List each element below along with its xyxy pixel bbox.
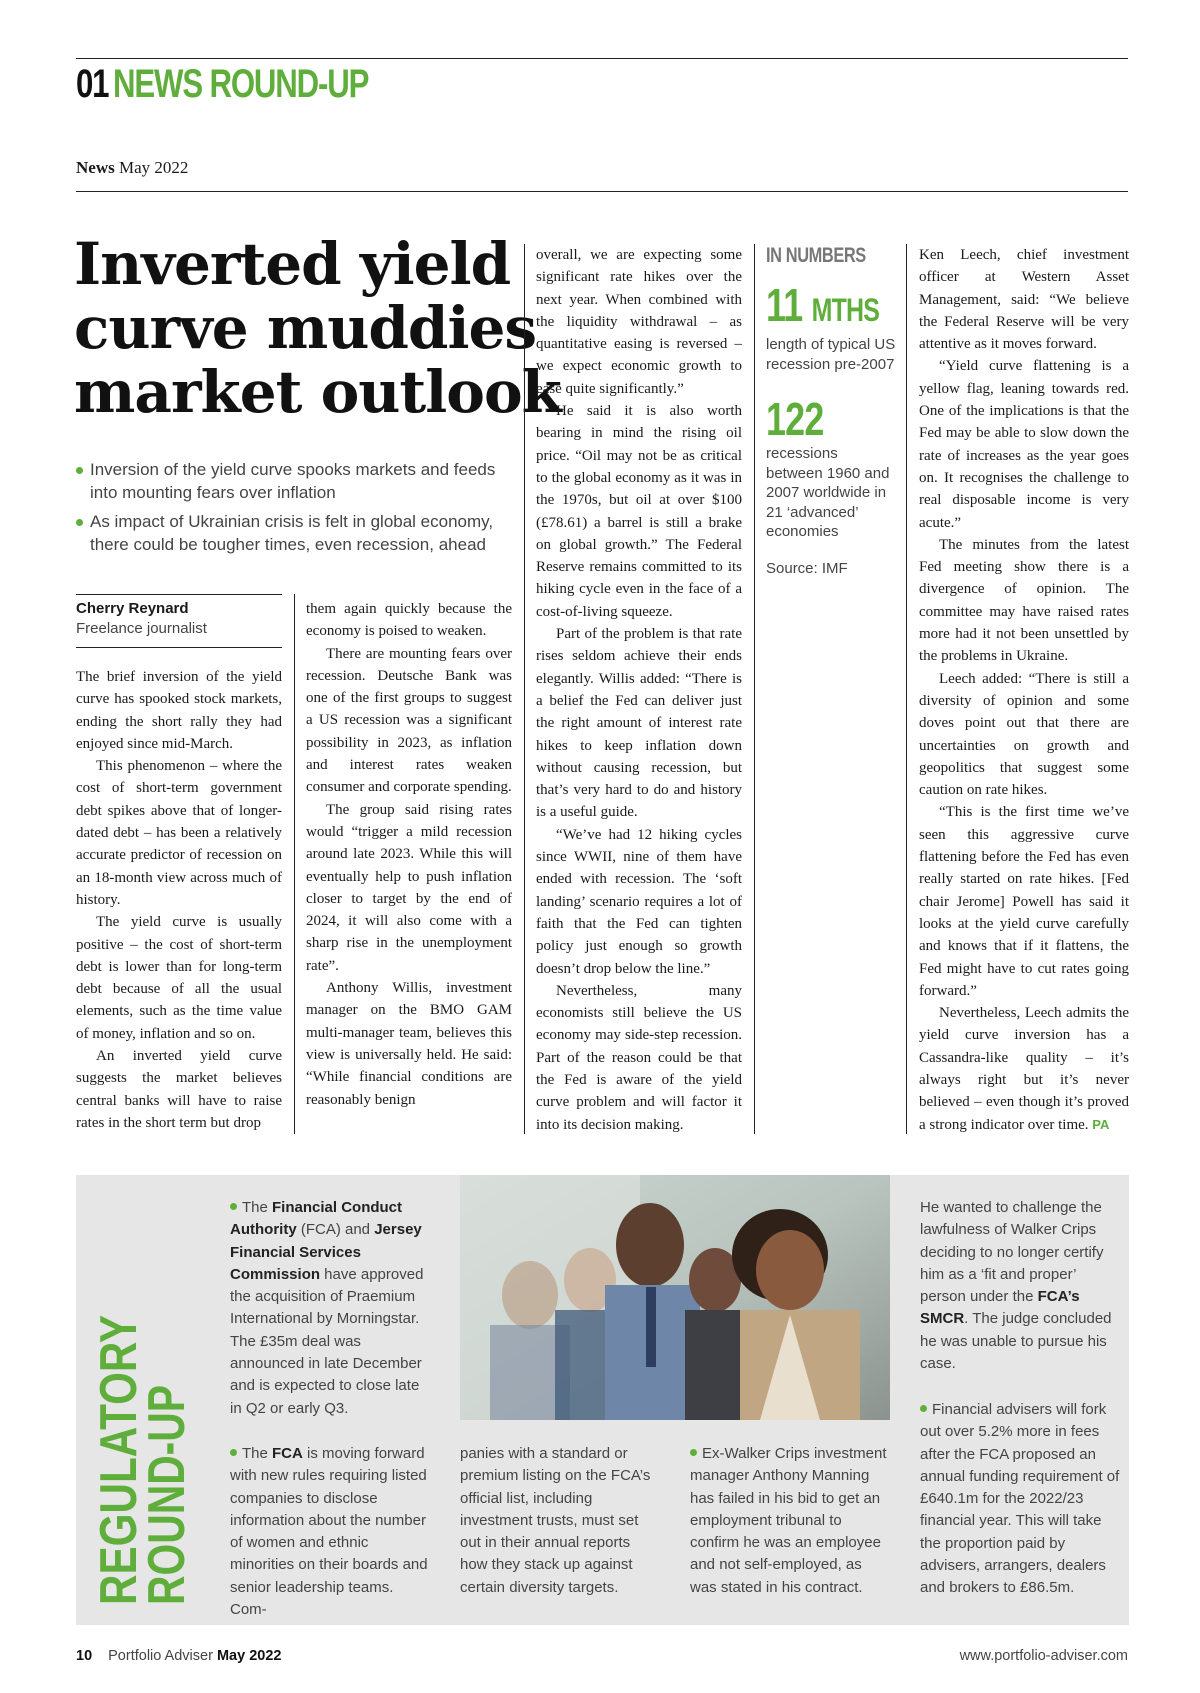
reg-item	[230, 1197, 430, 1420]
kicker-rule	[76, 191, 1128, 192]
in-numbers-box	[766, 244, 898, 577]
headline-line: curve muddies	[74, 294, 537, 362]
paragraph: An inverted yield curve suggests the market believes central banks will have to raise rates in the short term but drop	[76, 1048, 282, 1131]
reg-text: is moving forward with new rules requiring listed companies to disclose information about the number of women and ethnic minorities on their boards and senior leadership teams. Com-	[230, 1445, 428, 1619]
headline-line: market outlook	[74, 358, 561, 426]
standfirst-bullets	[76, 458, 516, 562]
issue-date: May 2022	[216, 1648, 282, 1664]
article-column-1	[76, 666, 282, 1134]
stat-description: length of typical US recession pre-2007	[766, 336, 896, 373]
bullet-dot	[690, 1449, 697, 1456]
paragraph: The minutes from the latest Fed meeting show there is a divergence of opinion. The committee may have raised rates more had it not been unsettled by the problems in Ukraine.	[919, 536, 1129, 665]
paragraph: This phenomenon – where the cost of short-term government debt spikes above that of longer-dated debt – has been a relatively accurate predictor of recession on an 18-month view across much of history.	[76, 758, 282, 908]
reg-bold: Jersey Financial Services Commission	[230, 1221, 422, 1283]
meeting-audience-photo	[460, 1175, 890, 1420]
reg-text: The	[242, 1445, 273, 1462]
section-title: NEWS ROUND-UP	[113, 62, 369, 106]
bullet-dot	[230, 1203, 237, 1210]
reg-text: Ex-Walker Crips investment manager Anthony Manning has failed in his bid to get an employment tribunal to confirm he was an employee and not self-employed, as was stated in his contract.	[690, 1445, 887, 1596]
column-divider	[754, 244, 755, 1134]
reg-item	[690, 1443, 890, 1599]
reg-text: (FCA) and	[296, 1221, 375, 1239]
reg-item-continued: panies with a standard or premium listing on the FCA’s official list, including investment trusts, must set out in their annual reports how they stack up against certain diversity targets.	[460, 1445, 651, 1596]
paragraph	[919, 1002, 1129, 1136]
headline	[74, 230, 561, 426]
kicker	[76, 158, 188, 178]
paragraph: Leech added: “There is still a diversity of opinion and some doves point out that there are uncertainties on growth and geopolitics that suggest some caution on rate hikes.	[919, 670, 1129, 799]
top-rule	[76, 58, 1128, 59]
paragraph: There are mounting fears over recession. Deutsche Bank was one of the first groups to suggest a US recession was a significant possibility in 2023, as inflation and interest rates weaken consumer and corporate spending.	[306, 645, 512, 796]
reg-bold: FCA	[272, 1445, 303, 1462]
regulatory-title-line: ROUND-UP	[138, 1324, 196, 1605]
author-role: Freelance journalist	[76, 620, 207, 637]
article-column-3	[536, 244, 742, 1136]
paragraph: “We’ve had 12 hiking cycles since WWII, nine of them have ended with recession. The ‘soft landing’ scenario requires a lot of faith that the Fed can tighten policy just enough so growth doesn’t drop below the line.”	[536, 826, 742, 977]
reg-text: He wanted to challenge the lawfulness of Walker Crips deciding to no longer certify him as a ‘fit and proper’ person under the	[920, 1199, 1104, 1306]
stat-number: 11	[766, 279, 803, 331]
paragraph: He said it is also worth bearing in mind the rising oil price. “Oil may not be as critical to the global economy as it was in the 1970s, but oil at over $100 (£78.61) a barrel is still a brake on global growth.” The Federal Reserve remains committed to its hiking cycle even in the face of a cost-of-living squeeze.	[536, 403, 742, 620]
bullet-dot	[920, 1405, 927, 1412]
paragraph: The yield curve is usually positive – the cost of short-term debt is lower than for long-term debt because of all the usual elements, such as the time value of money, inflation and so on.	[76, 914, 282, 1042]
kicker-date: May 2022	[118, 158, 189, 177]
publication-name: Portfolio Adviser	[108, 1648, 213, 1664]
regulatory-roundup-panel	[76, 1175, 1129, 1625]
paragraph: them again quickly because the economy is poised to weaken.	[306, 601, 512, 640]
paragraph: “This is the first time we’ve seen this aggressive curve flattening before the Fed has even really started on rate hikes. [Fed chair Jerome] Powell has said it looks at the yield curve carefully and knows that if it flattens, the Fed might have to cut rates going forward.”	[919, 804, 1129, 999]
article-column-4	[919, 244, 1129, 1136]
reg-bold: FCA’s SMCR	[920, 1288, 1080, 1328]
bullet-dot	[230, 1449, 237, 1456]
author-name: Cherry Reynard	[76, 600, 189, 617]
page-number: 10	[76, 1648, 93, 1664]
reg-text: have approved the acquisition of Praemium International by Morningstar. The £35m deal was announced in late December and is expected to close late in Q2 or early Q3.	[230, 1265, 424, 1417]
standfirst-bullet: As impact of Ukrainian crisis is felt in global economy, there could be tougher times, even recession, ahead	[76, 510, 516, 556]
paragraph: “Yield curve flattening is a yellow flag, leaning towards red. One of the implications is that the Fed may be able to slow down the rate of increases as the year goes on. It recognises the challenge to real disposable income is very acute.”	[919, 358, 1129, 531]
kicker-category: News	[76, 158, 115, 177]
article-column-2	[306, 598, 512, 1111]
section-number: 01	[76, 62, 109, 106]
stat-description: recessions between 1960 and 2007 worldwide in 21 ‘advanced’ economies	[766, 445, 890, 540]
stat-value	[766, 394, 869, 444]
column-divider	[906, 244, 907, 1134]
regulatory-title-line: REGULATORY	[90, 1247, 148, 1605]
in-numbers-heading: IN NUMBERS	[766, 244, 866, 267]
paragraph-text: Nevertheless, Leech admits the yield curve inversion has a Cassandra-like quality – it’s always right but it’s never believed – even though it’s proved a strong indicator over time.	[919, 1005, 1129, 1133]
paragraph: The group said rising rates would “trigger a mild recession around late 2023. While this will eventually help to push inflation closer to target by the end of 2024, it will also come with a sharp rise in the unemployment rate”.	[306, 801, 512, 974]
paragraph: Nevertheless, many economists still believe the US economy may side-step recession. Part of the reason could be that the Fed is aware of the yield curve problem and will factor it into its decision making.	[536, 982, 742, 1133]
reg-item	[920, 1399, 1120, 1600]
reg-bold: Financial Conduct Authority	[230, 1199, 403, 1239]
paragraph: Anthony Willis, investment manager on the BMO GAM multi-manager team, believes this view is universally held. He said: “While financial conditions are reasonably benign	[306, 980, 512, 1108]
sign-off: PA	[1092, 1116, 1110, 1132]
stat-number: 122	[766, 393, 824, 445]
regulatory-title	[88, 1247, 196, 1605]
paragraph: The brief inversion of the yield curve has spooked stock markets, ending the short rally they had enjoyed since mid-March.	[76, 669, 282, 752]
standfirst-bullet: Inversion of the yield curve spooks markets and feeds into mounting fears over inflation	[76, 458, 516, 504]
reg-item-continued	[920, 1197, 1120, 1375]
reg-item	[230, 1443, 430, 1621]
headline-line: Inverted yield	[74, 230, 511, 298]
stat-unit: MTHS	[811, 292, 880, 328]
footer-left	[76, 1648, 281, 1664]
reg-text: Financial advisers will fork out over 5.2% more in fees after the FCA proposed an annual funding requirement of £640.1m for the 2022/23 financial year. This will take the proportion paid by advisers, arrangers, dealers and brokers to £86.5m.	[920, 1401, 1120, 1597]
section-header	[76, 62, 368, 107]
column-divider	[524, 244, 525, 1134]
stat-value	[766, 279, 880, 335]
reg-text: The	[242, 1199, 273, 1216]
paragraph: Ken Leech, chief investment officer at Western Asset Management, said: “We believe the Federal Reserve will be very attentive as it moves forward.	[919, 247, 1129, 353]
byline	[76, 594, 282, 648]
paragraph: overall, we are expecting some significant rate hikes over the next year. When combined with the liquidity withdrawal – as quantitative easing is reversed – we expect economic growth to ease quite significantly.”	[536, 247, 742, 397]
website-url: www.portfolio-adviser.com	[959, 1648, 1128, 1664]
column-divider	[294, 594, 295, 1134]
reg-text: . The judge concluded he was unable to pursue his case.	[920, 1310, 1112, 1373]
stat-source: Source: IMF	[766, 559, 848, 577]
paragraph: Part of the problem is that rate rises seldom achieve their ends elegantly. Willis added: “There is a belief the Fed can deliver just the right amount of interest rate hikes to keep inflation down without causing recession, but that’s very hard to do and history is a useful guide.	[536, 626, 742, 821]
